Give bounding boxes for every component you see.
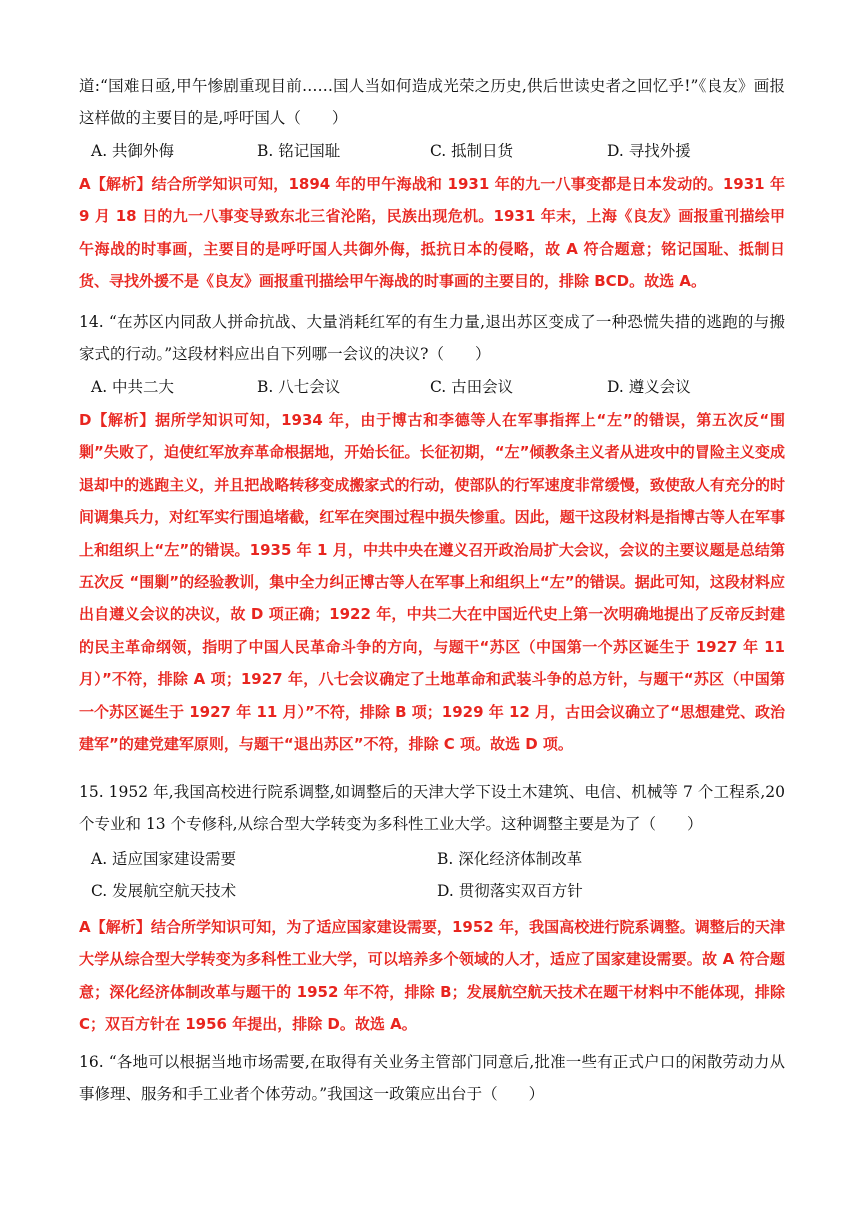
q13-options — [91, 135, 781, 167]
q15-option-b: B. 深化经济体制改革 — [437, 850, 583, 868]
q13-option-b: B. 铭记国耻 — [257, 142, 341, 160]
q16-stem: 16. “各地可以根据当地市场需要,在取得有关业务主管部门同意后,批准一些有正式户口的闲散劳动力从事修理、服务和手工业者个体劳动。”我国这一政策应出台于（ ） — [79, 1053, 785, 1104]
q15-stem: 15. 1952 年,我国高校进行院系调整,如调整后的天津大学下设土木建筑、电信、机械等 7 个工程系,20 个专业和 13 个专修科,从综合型大学转变为多科性工业大学。这种调整主要是为了（ ） — [79, 783, 785, 834]
q14-option-a: A. 中共二大 — [91, 378, 175, 396]
q14-option-d: D. 遵义会议 — [607, 378, 691, 396]
q13-option-c: C. 抵制日货 — [430, 142, 514, 160]
q13-analysis: A【解析】结合所学知识可知，1894 年的甲午海战和 1931 年的九一八事变都是日本发动的。1931 年 9 月 18 日的九一八事变导致东北三省沦陷，民族出现危机。1931 年末，上海《良友》画报重刊描绘甲午海战的时事画，主要目的是呼吁国人共御外侮，抵抗日本的侵略，故 A 符合题意；铭记国耻、抵制日货、寻找外援不是《良友》画报重刊描绘甲午海战的时事画的主要目的，排除 BCD。故选 A。 — [79, 175, 785, 291]
q14-option-c: C. 古田会议 — [430, 378, 514, 396]
q15-options — [91, 843, 781, 907]
q13-stem: 道:“国难日亟,甲午惨剧重现目前……国人当如何造成光荣之历史,供后世读史者之回忆乎!”《良友》画报这样做的主要目的是,呼吁国人（ ） — [79, 77, 785, 128]
q13-option-a: A. 共御外侮 — [91, 142, 175, 160]
q15-option-c: C. 发展航空航天技术 — [91, 882, 237, 900]
q14-option-b: B. 八七会议 — [257, 378, 341, 396]
q15-option-a: A. 适应国家建设需要 — [91, 850, 237, 868]
q14-analysis: D【解析】据所学知识可知，1934 年，由于博古和李德等人在军事指挥上“左”的错误，第五次反“围剿”失败了，迫使红军放弃革命根据地，开始长征。长征初期，“左”倾教条主义者从进攻中的冒险主义变成退却中的逃跑主义，并且把战略转移变成搬家式的行动，使部队的行军速度非常缓慢，致使敌人有充分的时间调集兵力，对红军实行围追堵截，红军在突围过程中损失惨重。因此，题干这段材料是指博古等人在军事上和组织上“左”的错误。1935 年 1 月，中共中央在遵义召开政治局扩大会议，会议的主要议题是总结第五次反 “围剿”的经验教训，集中全力纠正博古等人在军事上和组织上“左”的错误。据此可知，这段材料应出自遵义会议的决议，故 D 项正确；1922 年，中共二大在中国近代史上第一次明确地提出了反帝反封建的民主革命纲领，指明了中国人民革命斗争的方向，与题干“苏区（中国第一个苏区诞生于 1927 年 11 月）”不符，排除 A 项；1927 年，八七会议确定了土地革命和武装斗争的总方针，与题干“苏区（中国第一个苏区诞生于 1927 年 11 月）”不符，排除 B 项；1929 年 12 月，古田会议确立了“思想建党、政治建军”的建党建军原则，与题干“退出苏区”不符，排除 C 项。故选 D 项。 — [79, 411, 785, 754]
q14-options — [91, 371, 781, 403]
q15-option-d: D. 贯彻落实双百方针 — [437, 882, 583, 900]
q15-analysis: A【解析】结合所学知识可知，为了适应国家建设需要，1952 年，我国高校进行院系调整。调整后的天津大学从综合型大学转变为多科性工业大学，可以培养多个领域的人才，适应了国家建设需要。故 A 符合题意；深化经济体制改革与题干的 1952 年不符，排除 B；发展航空航天技术在题干材料中不能体现，排除 C；双百方针在 1956 年提出，排除 D。故选 A。 — [79, 918, 785, 1034]
q14-stem: 14. “在苏区内同敌人拼命抗战、大量消耗红军的有生力量,退出苏区变成了一种恐慌失措的逃跑的与搬家式的行动。”这段材料应出自下列哪一会议的决议?（ ） — [79, 313, 785, 364]
q13-option-d: D. 寻找外援 — [607, 142, 691, 160]
